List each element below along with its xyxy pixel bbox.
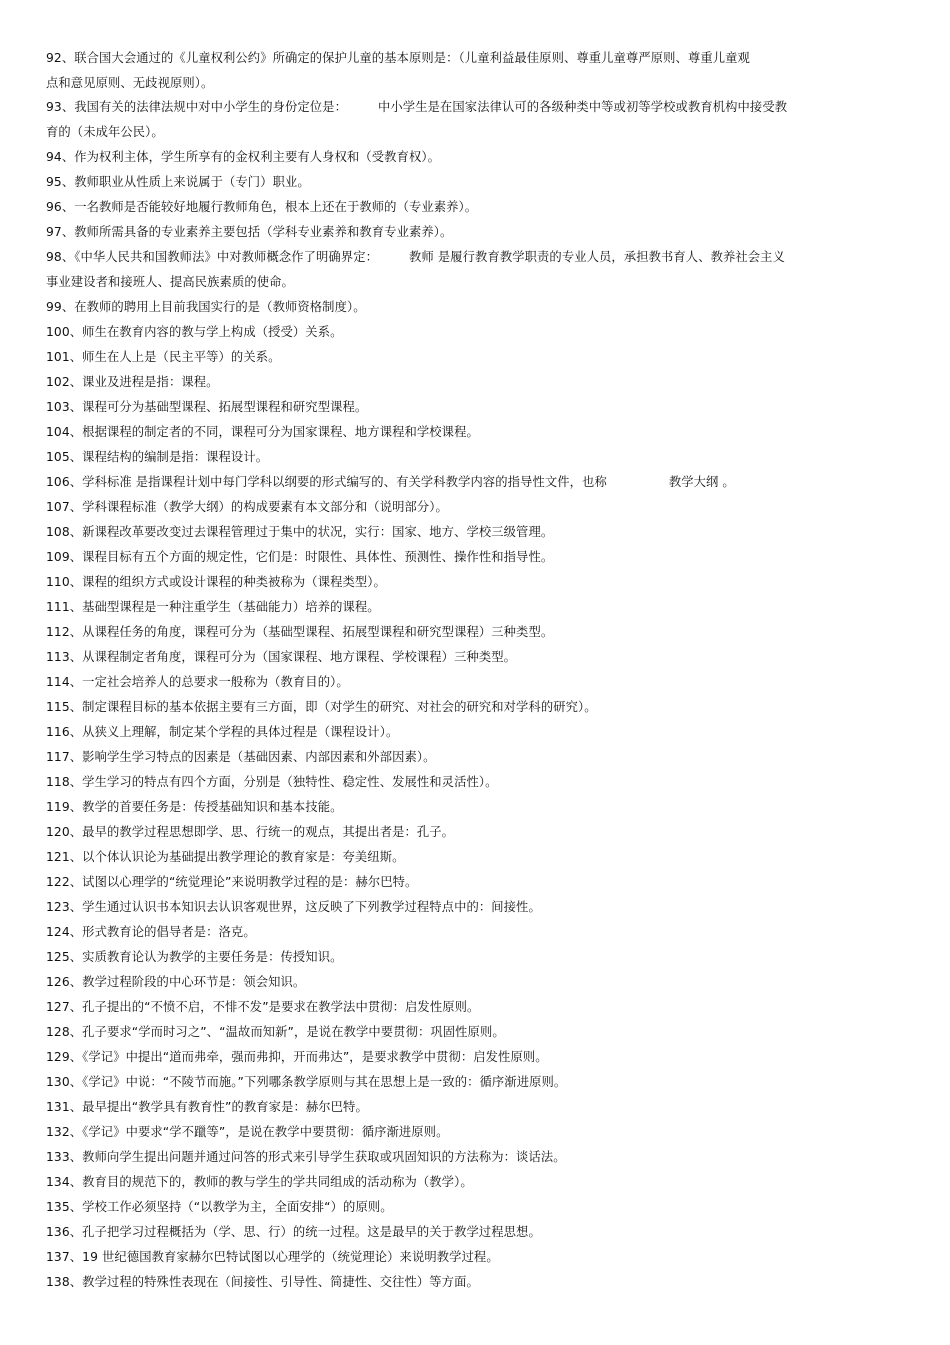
question-line: 110、课程的组织方式或设计课程的种类被称为（课程类型）。: [46, 575, 386, 589]
question-item: [46, 645, 886, 670]
question-line-continuation: 点和意见原则、无歧视原则）。: [46, 75, 214, 90]
question-item: [46, 1020, 886, 1045]
question-line: 127、孔子提出的“不愤不启，不悱不发”是要求在教学法中贯彻：启发性原则。: [46, 1000, 480, 1014]
question-item: [46, 995, 886, 1020]
question-item: [46, 220, 886, 245]
question-item: [46, 495, 886, 520]
question-line: 128、孔子要求“学而时习之”、“温故而知新”，是说在教学中要贯彻：巩固性原则。: [46, 1025, 505, 1039]
question-item: [46, 95, 886, 144]
question-line: 137、19 世纪德国教育家赫尔巴特试图以心理学的（统觉理论）来说明教学过程。: [46, 1250, 499, 1264]
question-line: 108、新课程改革要改变过去课程管理过于集中的状况，实行：国家、地方、学校三级管理。: [46, 525, 554, 539]
question-line: 93、我国有关的法律法规中对中小学生的身份定位是： 中小学生是在国家法律认可的各级种类中等或初等学校或教育机构中接受教: [46, 100, 788, 114]
question-item: [46, 1195, 886, 1220]
question-item: [46, 670, 886, 695]
question-line: 133、教师向学生提出问题并通过问答的形式来引导学生获取或巩固知识的方法称为：谈话法。: [46, 1150, 566, 1164]
question-line: 117、影响学生学习特点的因素是（基础因素、内部因素和外部因素）。: [46, 750, 436, 764]
question-item: [46, 320, 886, 345]
question-line: 121、以个体认识论为基础提出教学理论的教育家是：夸美纽斯。: [46, 850, 405, 864]
question-item: [46, 1145, 886, 1170]
question-item: [46, 170, 886, 195]
question-line: 123、学生通过认识书本知识去认识客观世界，这反映了下列教学过程特点中的：间接性。: [46, 900, 541, 914]
question-item: [46, 920, 886, 945]
question-item: [46, 1270, 886, 1295]
question-item: [46, 1070, 886, 1095]
question-line: 98、《中华人民共和国教师法》中对教师概念作了明确界定： 教师 是履行教育教学职责的专业人员，承担教书育人、教养社会主义: [46, 250, 785, 264]
question-line: 94、作为权利主体，学生所享有的金权利主要有人身权和（受教育权）。: [46, 150, 441, 164]
question-line: 96、一名教师是否能较好地履行教师角色，根本上还在于教师的（专业素养）。: [46, 200, 478, 214]
question-line: 101、师生在人上是（民主平等）的关系。: [46, 350, 281, 364]
question-line: 92、联合国大会通过的《儿童权利公约》所确定的保护儿童的基本原则是：（儿童利益最佳原则、尊重儿童尊严原则、尊重儿童观: [46, 51, 750, 65]
question-line: 100、师生在教育内容的教与学上构成（授受）关系。: [46, 325, 343, 339]
question-item: [46, 395, 886, 420]
question-item: [46, 195, 886, 220]
question-item: [46, 445, 886, 470]
question-item: [46, 1170, 886, 1195]
question-item: [46, 46, 886, 95]
question-line: 126、教学过程阶段的中心环节是：领会知识。: [46, 975, 306, 989]
question-line: 112、从课程任务的角度，课程可分为（基础型课程、拓展型课程和研究型课程）三种类型。: [46, 625, 554, 639]
question-item: [46, 420, 886, 445]
question-item: [46, 345, 886, 370]
question-item: [46, 795, 886, 820]
question-line: 134、教育目的规范下的，教师的教与学生的学共同组成的活动称为（教学）。: [46, 1175, 473, 1189]
question-line: 122、试图以心理学的“统觉理论”来说明教学过程的是：赫尔巴特。: [46, 875, 418, 889]
question-item: [46, 1245, 886, 1270]
question-line: 97、教师所需具备的专业素养主要包括（学科专业素养和教育专业素养）。: [46, 225, 453, 239]
question-line: 104、根据课程的制定者的不同，课程可分为国家课程、地方课程和学校课程。: [46, 425, 479, 439]
question-item: [46, 720, 886, 745]
question-item: [46, 870, 886, 895]
question-line: 125、实质教育论认为教学的主要任务是：传授知识。: [46, 950, 343, 964]
question-line: 111、基础型课程是一种注重学生（基础能力）培养的课程。: [46, 600, 380, 614]
question-line: 130、《学记》中说：“不陵节而施。”下列哪条教学原则与其在思想上是一致的：循序渐进原则。: [46, 1075, 567, 1089]
question-item: [46, 145, 886, 170]
question-line: 95、教师职业从性质上来说属于（专门）职业。: [46, 175, 310, 189]
question-item: [46, 295, 886, 320]
question-item: [46, 970, 886, 995]
question-item: [46, 945, 886, 970]
question-item: [46, 770, 886, 795]
question-item: [46, 520, 886, 545]
question-line: 116、从狭义上理解，制定某个学程的具体过程是（课程设计）。: [46, 725, 399, 739]
question-line: 135、学校工作必须坚持（“以教学为主，全面安排“）的原则。: [46, 1200, 393, 1214]
question-item: [46, 470, 886, 495]
question-line: 136、孔子把学习过程概括为（学、思、行）的统一过程。这是最早的关于教学过程思想。: [46, 1225, 541, 1239]
question-item: [46, 245, 886, 294]
question-line: 131、最早提出“教学具有教育性”的教育家是：赫尔巴特。: [46, 1100, 368, 1114]
question-item: [46, 745, 886, 770]
question-item: [46, 620, 886, 645]
question-line-continuation: 育的（未成年公民）。: [46, 124, 164, 139]
question-line: 129、《学记》中提出“道而弗牵，强而弗抑，开而弗达”，是要求教学中贯彻：启发性原则。: [46, 1050, 548, 1064]
question-line: 102、课业及进程是指：课程。: [46, 375, 219, 389]
question-item: [46, 1095, 886, 1120]
question-line: 114、一定社会培养人的总要求一般称为（教育目的）。: [46, 675, 349, 689]
question-line: 105、课程结构的编制是指：课程设计。: [46, 450, 269, 464]
question-item: [46, 695, 886, 720]
question-line: 120、最早的教学过程思想即学、思、行统一的观点，其提出者是：孔子。: [46, 825, 455, 839]
question-line: 103、课程可分为基础型课程、拓展型课程和研究型课程。: [46, 400, 368, 414]
question-line: 106、学科标准 是指课程计划中每门学科以纲要的形式编写的、有关学科教学内容的指导性文件，也称 教学大纲 。: [46, 475, 735, 489]
question-item: [46, 895, 886, 920]
question-item: [46, 820, 886, 845]
question-line: 119、教学的首要任务是：传授基础知识和基本技能。: [46, 800, 343, 814]
question-item: [46, 545, 886, 570]
question-line: 113、从课程制定者角度，课程可分为（国家课程、地方课程、学校课程）三种类型。: [46, 650, 517, 664]
question-item: [46, 370, 886, 395]
question-line: 107、学科课程标准（教学大纲）的构成要素有本文部分和（说明部分）。: [46, 500, 448, 514]
question-line: 124、形式教育论的倡导者是：洛克。: [46, 925, 256, 939]
question-line: 99、在教师的聘用上目前我国实行的是（教师资格制度）。: [46, 300, 366, 314]
question-item: [46, 1220, 886, 1245]
question-line-continuation: 事业建设者和接班人、提高民族素质的使命。: [46, 274, 294, 289]
question-line: 118、学生学习的特点有四个方面，分别是（独特性、稳定性、发展性和灵活性）。: [46, 775, 498, 789]
question-line: 115、制定课程目标的基本依据主要有三方面，即（对学生的研究、对社会的研究和对学科的研究）。: [46, 700, 597, 714]
question-line: 132、《学记》中要求“学不躐等”，是说在教学中要贯彻：循序渐进原则。: [46, 1125, 449, 1139]
question-item: [46, 1045, 886, 1070]
question-item: [46, 1120, 886, 1145]
question-line: 138、教学过程的特殊性表现在（间接性、引导性、简捷性、交往性）等方面。: [46, 1275, 479, 1289]
question-line: 109、课程目标有五个方面的规定性，它们是：时限性、具体性、预测性、操作性和指导性。: [46, 550, 554, 564]
question-item: [46, 595, 886, 620]
question-item: [46, 570, 886, 595]
question-item: [46, 845, 886, 870]
